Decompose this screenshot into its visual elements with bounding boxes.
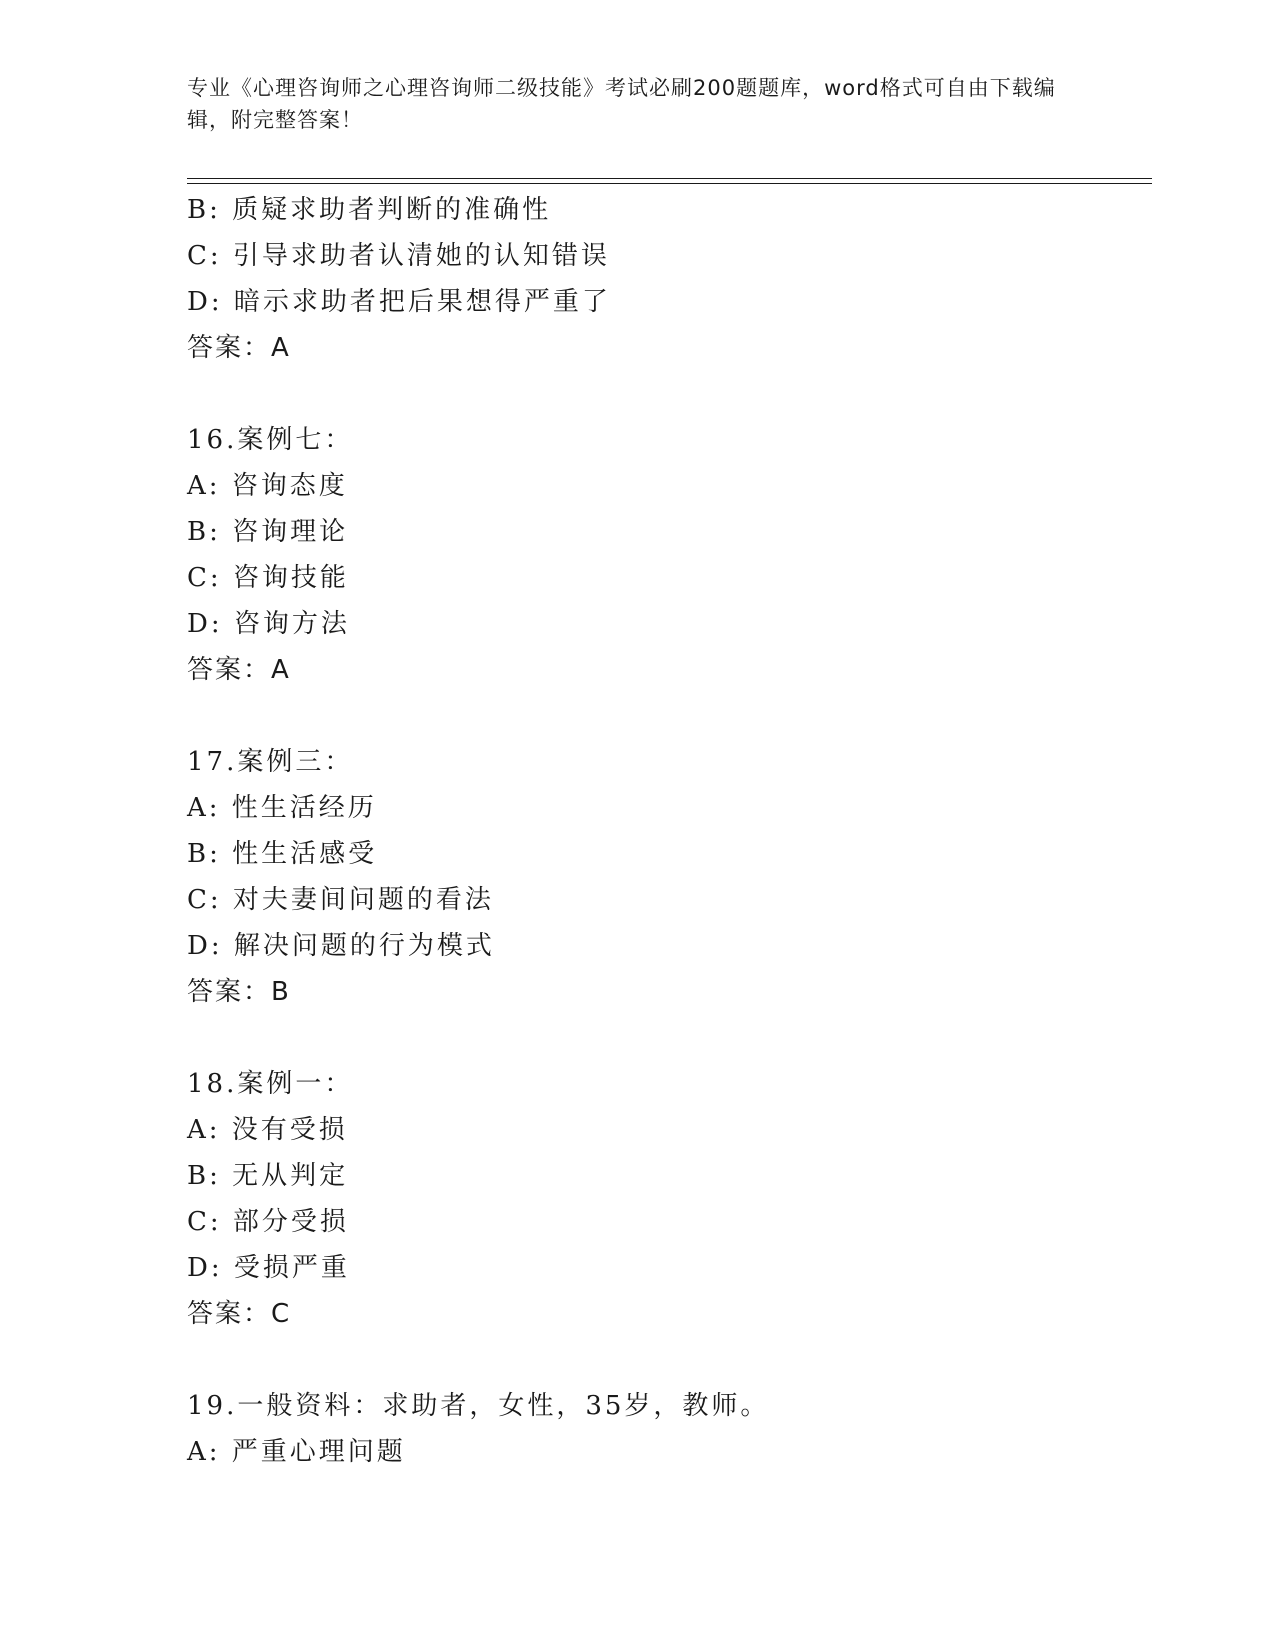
option-line: A: 严重心理问题 [187, 1437, 406, 1467]
option-line: D: 解决问题的行为模式 [187, 931, 495, 961]
option-line: B: 咨询理论 [187, 517, 349, 547]
option-line: B: 质疑求助者判断的准确性 [187, 195, 552, 225]
spacer [187, 1337, 1152, 1383]
option-line: D: 咨询方法 [187, 609, 350, 639]
spacer [187, 1015, 1152, 1061]
answer-line: 答案：A [187, 333, 291, 363]
option-line: A: 性生活经历 [187, 793, 377, 823]
spacer [187, 371, 1152, 417]
option-line: B: 无从判定 [187, 1161, 349, 1191]
answer-line: 答案：B [187, 977, 291, 1007]
option-line: D: 暗示求助者把后果想得严重了 [187, 287, 611, 317]
question-list [187, 187, 1152, 1475]
option-line: C: 对夫妻间问题的看法 [187, 885, 494, 915]
option-line: C: 引导求助者认清她的认知错误 [187, 241, 610, 271]
option-line: D: 受损严重 [187, 1253, 350, 1283]
header-divider-top [187, 178, 1152, 179]
document-header: 专业《心理咨询师之心理咨询师二级技能》考试必刷200题题库，word格式可自由下载编辑，附完整答案！ [187, 76, 1056, 132]
option-line: A: 没有受损 [187, 1115, 348, 1145]
header-divider-bottom [187, 183, 1152, 184]
option-line: A: 咨询态度 [187, 471, 348, 501]
answer-line: 答案：A [187, 655, 291, 685]
question-stem: 17.案例三： [187, 747, 354, 777]
option-line: C: 部分受损 [187, 1207, 349, 1237]
question-stem: 16.案例七： [187, 425, 354, 455]
option-line: C: 咨询技能 [187, 563, 349, 593]
spacer [187, 693, 1152, 739]
question-stem: 19.一般资料：求助者，女性，35岁，教师。 [187, 1391, 770, 1421]
question-stem: 18.案例一： [187, 1069, 354, 1099]
answer-line: 答案：C [187, 1299, 292, 1329]
option-line: B: 性生活感受 [187, 839, 378, 869]
